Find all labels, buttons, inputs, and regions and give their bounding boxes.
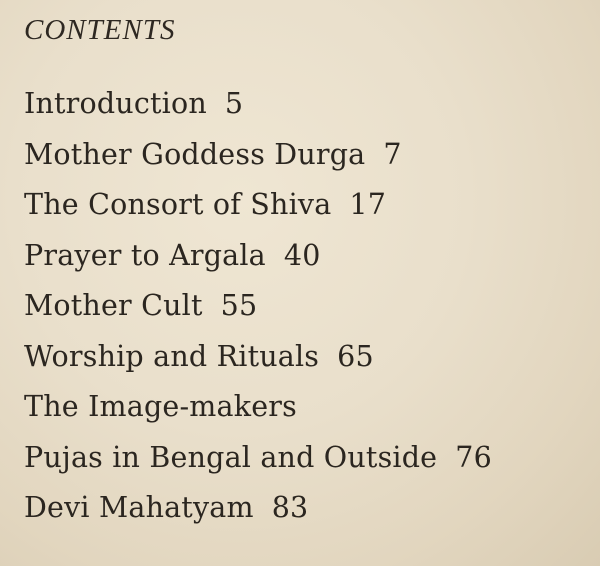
toc-entry-title: Devi Mahatyam xyxy=(24,491,254,524)
toc-entry xyxy=(24,337,492,388)
toc-entry-title: Mother Goddess Durga xyxy=(24,137,366,171)
toc-entry xyxy=(24,286,492,337)
toc-entry-title: The Image-makers xyxy=(24,390,297,423)
toc-entry-page: 83 xyxy=(271,491,309,524)
toc-entry xyxy=(24,236,492,287)
toc-entry-title: The Consort of Shiva xyxy=(24,188,332,221)
toc-entry xyxy=(24,488,492,539)
contents-heading: CONTENTS xyxy=(24,14,176,46)
toc-entry-page: 17 xyxy=(349,188,387,221)
toc-entry-title: Introduction xyxy=(24,87,207,120)
toc-entry-title: Worship and Rituals xyxy=(24,339,320,373)
toc-entry-page: 76 xyxy=(455,440,492,474)
toc-entry xyxy=(24,185,492,236)
toc-entry-title: Pujas in Bengal and Outside xyxy=(24,440,438,474)
toc-entry-page: 40 xyxy=(283,238,321,272)
table-of-contents xyxy=(24,84,492,539)
toc-entry-title: Mother Cult xyxy=(24,289,203,322)
toc-entry xyxy=(24,387,492,438)
toc-entry-page: 65 xyxy=(337,339,374,373)
toc-entry xyxy=(24,84,492,135)
toc-entry xyxy=(24,135,492,186)
toc-entry-page: 5 xyxy=(224,87,244,120)
toc-entry xyxy=(24,438,492,489)
toc-entry-page: 55 xyxy=(220,289,258,322)
toc-entry-page: 7 xyxy=(383,137,402,171)
toc-entry-title: Prayer to Argala xyxy=(24,238,266,272)
